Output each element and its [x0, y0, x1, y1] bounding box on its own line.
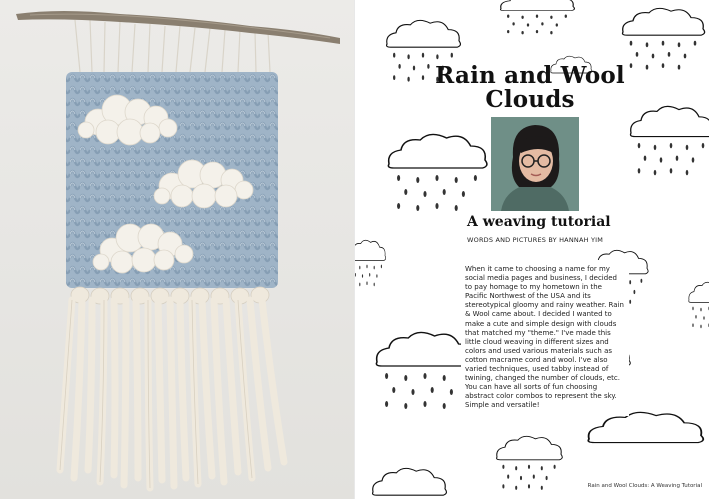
title-line-1: Rain and Wool	[435, 62, 625, 89]
driftwood-stick	[16, 11, 340, 44]
article-subtitle: A weaving tutorial	[467, 214, 611, 230]
weaving-photo	[0, 0, 354, 499]
article-byline: WORDS AND PICTURES BY HANNAH YIM	[467, 236, 604, 244]
page-footer: Rain and Wool Clouds: A Weaving Tutorial	[587, 483, 702, 489]
article-page	[354, 0, 709, 499]
weaving-illustration	[0, 0, 354, 499]
title-line-2: Clouds	[485, 86, 575, 113]
article-title	[413, 64, 647, 112]
author-portrait	[491, 117, 579, 211]
author-photo	[491, 117, 579, 211]
article-body: When it came to choosing a name for my social media pages and business, I decided to pay homage to my hometown in the Pacific Northwest of the USA and its stereotypical gloomy and rainy weather. Rain & Wool came about. I decided I wanted to make a cute and simple design with clouds that matched my "theme." I've made this little cloud weaving in different sizes and colors and used various materials such as cotton macrame cord and wool. I've also varied techniques, used tabby instead of twining, changed the number of clouds, etc. You can have all sorts of fun choosing abstract color combos to represent the sky. Simple and versatile!	[465, 265, 624, 410]
